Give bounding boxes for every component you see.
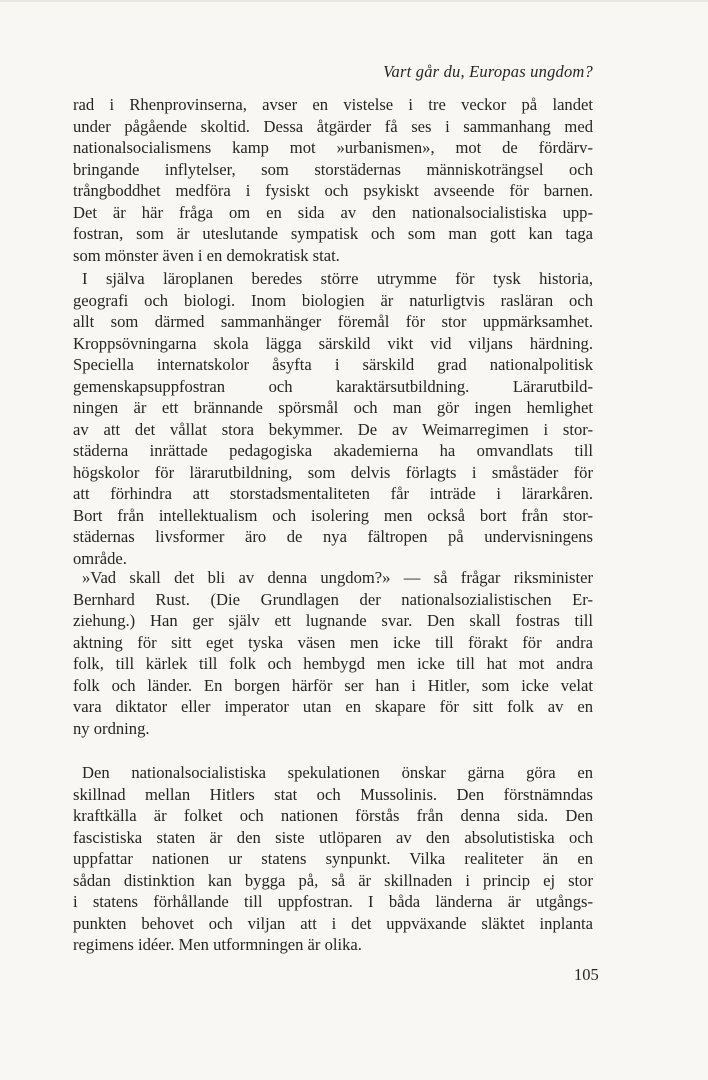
text-line: punkten behovet och viljan att i det uppväxande släktet inplanta bbox=[73, 913, 593, 933]
text-line: Det är här fråga om en sida av den nationalsocialistiska upp- bbox=[73, 202, 593, 222]
text-line: att förhindra att storstadsmentaliteten får inträde i lärarkåren. bbox=[73, 484, 593, 503]
text-line: städernas livsformer äro de nya fältropen på undervisningens bbox=[73, 527, 593, 546]
text-line: geografi och biologi. Inom biologien är naturligtvis rasläran och bbox=[73, 290, 593, 310]
text-line: nationalsocialismens kamp mot »urbanismen», mot de fördärv- bbox=[73, 138, 593, 157]
text-line: folk, till kärlek till folk och hembygd men icke till hat mot andra bbox=[73, 654, 593, 673]
text-line: fostran, som är uteslutande sympatisk och som man gott kan taga bbox=[73, 224, 593, 243]
text-line: vara diktator eller imperator utan en skapare för sitt folk av en bbox=[73, 697, 593, 716]
text-line: Bernhard Rust. (Die Grundlagen der nationalsozialistischen Er- bbox=[73, 589, 593, 609]
paragraph-3 bbox=[73, 567, 593, 739]
text-line: ziehung.) Han ger själv ett lugnande svar. Den skall fostras till bbox=[73, 611, 593, 630]
text-line: sådan distinktion kan bygga på, så är skillnaden i princip ej stor bbox=[73, 870, 593, 890]
text-line: kraftkälla är folket och nationen förstås från denna sida. Den bbox=[73, 806, 593, 825]
text-line: allt som därmed sammanhänger föremål för stor uppmärksamhet. bbox=[73, 312, 593, 331]
paragraph-4 bbox=[73, 762, 593, 956]
text-line: högskolor för lärarutbildning, som delvis förlagts i småstäder för bbox=[73, 462, 593, 482]
running-head: Vart går du, Europas ungdom? bbox=[383, 62, 593, 81]
text-line: Kroppsövningarna skola lägga särskild vikt vid viljans härdning. bbox=[73, 333, 593, 353]
text-line: I själva läroplanen beredes större utrymme för tysk historia, bbox=[82, 269, 593, 288]
page-top-edge bbox=[0, 0, 708, 2]
text-line: »Vad skall det bli av denna ungdom?» — så frågar riksminister bbox=[82, 568, 593, 587]
text-line: Den nationalsocialistiska spekulationen önskar gärna göra en bbox=[82, 763, 593, 782]
text-line: skillnad mellan Hitlers stat och Mussolinis. Den förstnämndas bbox=[73, 784, 593, 804]
text-line: Speciella internatskolor åsyfta i särskild grad nationalpolitisk bbox=[73, 355, 593, 374]
paragraph-1 bbox=[73, 94, 593, 266]
text-line: städerna inrättade pedagogiska akademierna ha omvandlats till bbox=[73, 441, 593, 460]
text-line: ny ordning. bbox=[73, 718, 150, 738]
text-line: som mönster även i en demokratisk stat. bbox=[73, 245, 340, 265]
text-line: rad i Rhenprovinserna, avser en vistelse i tre veckor på landet bbox=[73, 95, 593, 114]
text-line: aktning för sitt eget tyska väsen men icke till förakt för andra bbox=[73, 632, 593, 652]
text-line: ningen är ett brännande spörsmål och man gör ingen hemlighet bbox=[73, 398, 593, 417]
page-number: 105 bbox=[574, 965, 599, 984]
text-line: bringande inflytelser, som storstädernas människoträngsel och bbox=[73, 159, 593, 179]
paragraph-2 bbox=[73, 268, 593, 569]
text-line: fascistiska staten är den siste utlöparen av den absolutistiska och bbox=[73, 827, 593, 847]
text-line: av att det vållat stora bekymmer. De av Weimarregimen i stor- bbox=[73, 419, 593, 439]
text-line: område. bbox=[73, 548, 127, 568]
text-line: folk och länder. En borgen härför ser han i Hitler, som icke velat bbox=[73, 675, 593, 695]
text-line: gemenskapsuppfostran och karaktärsutbildning. Lärarutbild- bbox=[73, 376, 593, 396]
text-line: regimens idéer. Men utformningen är olika. bbox=[73, 935, 362, 954]
text-line: trångboddhet medföra i fysiskt och psykiskt avseende för barnen. bbox=[73, 181, 593, 200]
text-line: i statens förhållande till uppfostran. I båda länderna är utgångs- bbox=[73, 892, 593, 911]
text-line: Bort från intellektualism och isolering men också bort från stor- bbox=[73, 505, 593, 525]
text-line: under pågående skoltid. Dessa åtgärder få ses i sammanhang med bbox=[73, 116, 593, 136]
text-line: uppfattar nationen ur statens synpunkt. Vilka realiteter än en bbox=[73, 849, 593, 868]
